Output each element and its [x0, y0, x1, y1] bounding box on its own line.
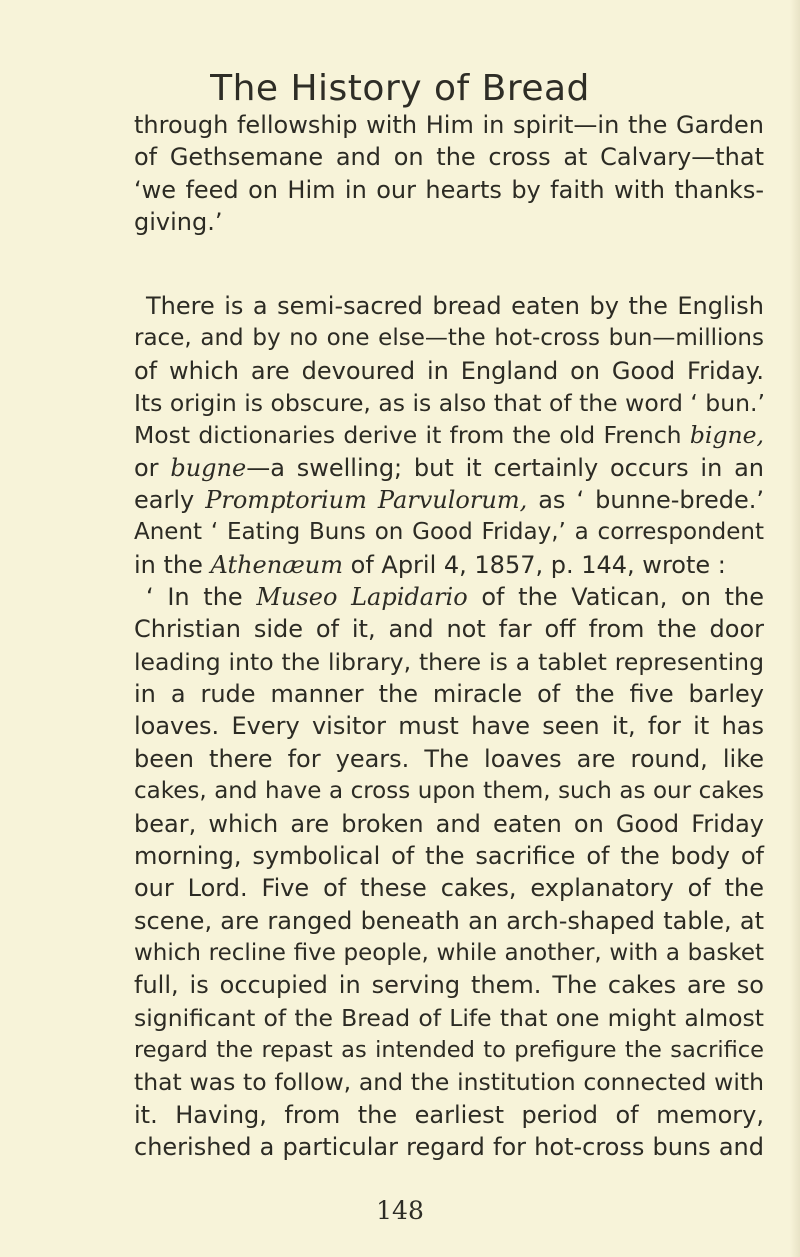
- text-line: [134, 452, 764, 484]
- text-line: Anent ‘ Eating Buns on Good Friday,’ a correspondent: [134, 519, 764, 546]
- text-line: cherished a particular regard for hot-cross buns and: [134, 1132, 764, 1161]
- text-line: it. Having, from the earliest period of memory,: [134, 1100, 764, 1129]
- text-line: giving.’: [134, 208, 223, 237]
- text-line: our Lord. Five of these cakes, explanatory of the: [134, 874, 764, 903]
- text-line: race, and by no one else—the hot-cross bun—millions: [134, 325, 764, 352]
- text-line: [134, 419, 764, 451]
- italic-title: Promptorium Parvulorum,: [205, 486, 528, 515]
- italic-title: Museo Lapidario: [256, 583, 468, 612]
- line-text: ‘ In the: [146, 583, 243, 612]
- italic-term: bigne,: [689, 421, 764, 450]
- text-line: ‘we feed on Him in our hearts by faith with thanks-: [134, 175, 764, 204]
- running-header: The History of Bread: [210, 68, 590, 109]
- text-line: which recline five people, while another, with a basket: [134, 939, 764, 966]
- text-line: leading into the library, there is a tablet representing: [134, 647, 764, 676]
- text-line: significant of the Bread of Life that one might almost: [134, 1003, 764, 1032]
- line-text: Most dictionaries derive it from the old French: [134, 421, 682, 450]
- text-line: full, is occupied in serving them. The cakes are so: [134, 971, 764, 1000]
- text-line: There is a semi-sacred bread eaten by the English: [146, 292, 764, 320]
- line-text: or: [134, 453, 159, 482]
- text-line: scene, are ranged beneath an arch-shaped table, at: [134, 906, 764, 935]
- text-line: been there for years. The loaves are round, like: [134, 744, 764, 773]
- text-line: [134, 549, 764, 581]
- text-line: cakes, and have a cross upon them, such as our cakes: [134, 778, 764, 805]
- line-text: of the Vatican, on the: [481, 583, 764, 612]
- line-text: as ‘ bunne-brede.’: [538, 486, 764, 515]
- text-line: in a rude manner the miracle of the five barley: [134, 680, 764, 709]
- page-edge-shadow: [790, 0, 800, 1257]
- text-line: Its origin is obscure, as is also that of the word ‘ bun.’: [134, 389, 765, 418]
- paragraph-hot-cross-bun: [134, 290, 764, 1163]
- text-line: regard the repast as intended to prefigure the sacrifice: [134, 1036, 764, 1063]
- text-line: bear, which are broken and eaten on Good Friday: [134, 809, 764, 838]
- paragraph-continuation: [134, 109, 764, 238]
- line-text: in the: [134, 550, 203, 579]
- line-text: of April 4, 1857, p. 144, wrote :: [350, 550, 726, 579]
- text-line: [134, 581, 764, 613]
- italic-term: bugne: [170, 453, 247, 482]
- italic-title: Athenæum: [210, 550, 343, 579]
- page-number: 148: [376, 1196, 424, 1225]
- text-line: that was to follow, and the institution connected with: [134, 1068, 764, 1097]
- line-text: early: [134, 486, 195, 515]
- text-line: [134, 484, 764, 516]
- text-line: through fellowship with Him in spirit—in the Garden: [134, 111, 764, 139]
- line-text: —a swelling; but it certainly occurs in an: [246, 453, 764, 482]
- text-line: Christian side of it, and not far off from the door: [134, 615, 764, 644]
- text-line: of Gethsemane and on the cross at Calvary—that: [134, 143, 764, 172]
- text-line: loaves. Every visitor must have seen it, for it has: [134, 712, 764, 741]
- text-line: morning, symbolical of the sacrifice of the body of: [134, 841, 764, 870]
- text-line: of which are devoured in England on Good Friday.: [134, 356, 764, 385]
